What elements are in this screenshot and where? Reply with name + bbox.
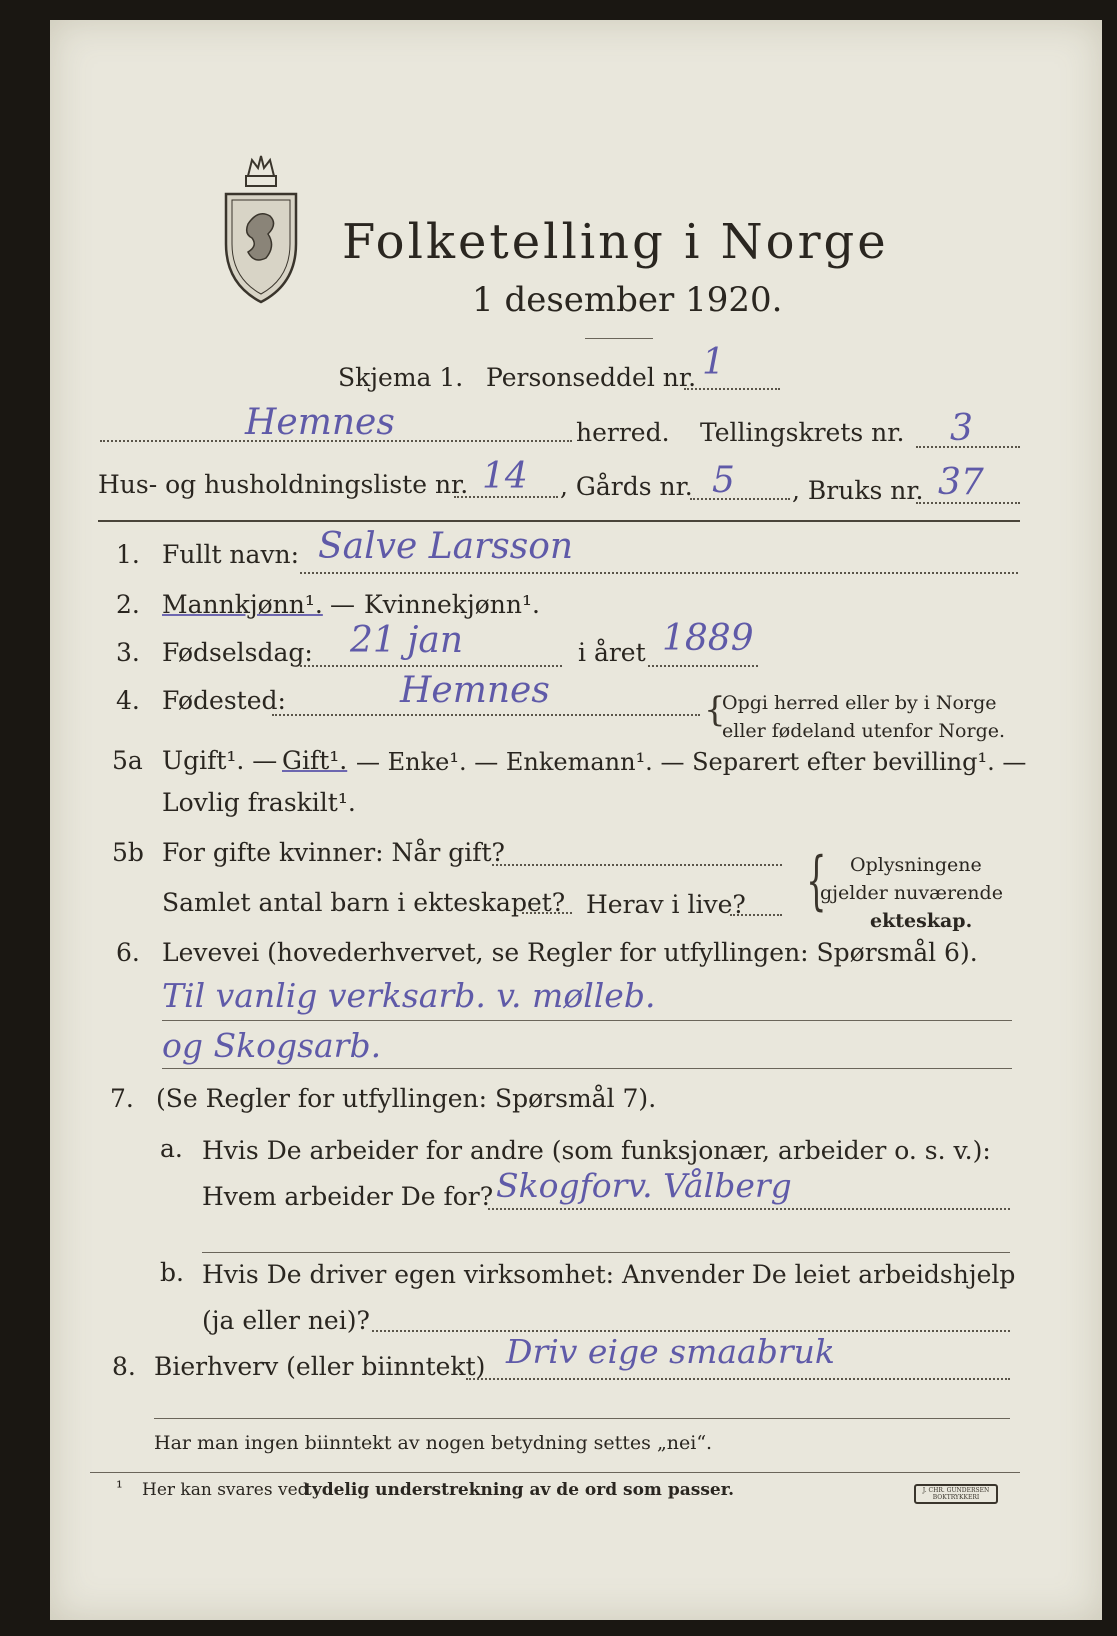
q7a-letter: a. — [160, 1134, 183, 1163]
q5b-alive-label: Herav i live? — [586, 890, 746, 919]
q5a-ugift: Ugift¹. — — [162, 746, 278, 775]
q2-number: 2. — [116, 590, 140, 619]
q3-year-value: 1889 — [662, 618, 754, 659]
bruks-value: 37 — [938, 462, 984, 503]
q3-number: 3. — [116, 638, 140, 667]
footnote-text-bold: tydelig understrekning av de ord som passer. — [304, 1480, 735, 1500]
q7a-label-line2: Hvem arbeider De for? — [202, 1182, 494, 1211]
q7a-line1 — [488, 1208, 1010, 1210]
footnote-divider — [90, 1472, 1020, 1473]
bruks-label: , Bruks nr. — [792, 476, 924, 505]
q5a-number: 5a — [112, 746, 143, 775]
q1-line — [300, 572, 1018, 574]
gards-line — [690, 498, 790, 500]
q5a-other-options: — Enke¹. — Enkemann¹. — Separert efter bevilling¹. — — [356, 748, 1027, 776]
printer-stamp: J. CHR. GUNDERSEN BOKTRYKKERI — [914, 1484, 998, 1504]
q6-value-line1: Til vanlig verksarb. v. mølleb. — [162, 976, 656, 1015]
q4-label: Fødested: — [162, 686, 286, 715]
q2-male-option: Mannkjønn¹. — [162, 590, 323, 619]
q7a-label-line1: Hvis De arbeider for andre (som funksjonær, arbeider o. s. v.): — [202, 1136, 991, 1165]
q6-value-line2: og Skogsarb. — [162, 1026, 382, 1065]
q5b-when-married-label: For gifte kvinner: Når gift? — [162, 838, 505, 867]
gards-value: 5 — [712, 460, 735, 501]
q8-value: Driv eige smaabruk — [506, 1332, 835, 1371]
q1-value: Salve Larsson — [318, 526, 574, 567]
tellingskrets-value: 3 — [950, 408, 973, 449]
form-title: Folketelling i Norge — [342, 214, 889, 270]
q6-label: Levevei (hovederhvervet, se Regler for utfyllingen: Spørsmål 6). — [162, 938, 978, 967]
q5b-when-married-line — [492, 864, 782, 866]
personseddel-value: 1 — [702, 342, 725, 383]
personseddel-label: Personseddel nr. — [486, 363, 697, 392]
personseddel-line — [684, 388, 780, 390]
q7a-value: Skogforv. Vålberg — [496, 1166, 792, 1205]
q7-number: 7. — [110, 1084, 134, 1113]
q6-line2 — [162, 1068, 1012, 1069]
q2-separator: — — [330, 590, 355, 619]
q5b-note-line3: ekteskap. — [870, 910, 973, 932]
q1-label: Fullt navn: — [162, 540, 300, 569]
q7a-line2 — [202, 1252, 1010, 1253]
hus-value: 14 — [482, 456, 528, 497]
q5b-number: 5b — [112, 838, 144, 867]
q5b-brace: { — [806, 844, 827, 918]
q8-line — [466, 1378, 1010, 1380]
q7b-label-line2: (ja eller nei)? — [202, 1306, 370, 1335]
q8-label: Bierhverv (eller biinntekt) — [154, 1352, 486, 1381]
census-date: 1 desember 1920. — [472, 280, 783, 320]
q5a-gift: Gift¹. — [282, 746, 348, 775]
gards-label: , Gårds nr. — [560, 472, 693, 501]
header-divider — [98, 520, 1020, 522]
title-divider — [585, 338, 653, 339]
q3-year-label: i året — [578, 638, 646, 667]
q7-label: (Se Regler for utfyllingen: Spørsmål 7). — [156, 1084, 657, 1113]
herred-value: Hemnes — [245, 402, 395, 443]
coat-of-arms-icon — [218, 154, 304, 304]
footnote-text-plain: Her kan svares ved — [142, 1480, 309, 1500]
q4-value: Hemnes — [400, 670, 550, 711]
q5b-note-line2: gjelder nuværende — [820, 882, 1003, 904]
q5a-line2: Lovlig fraskilt¹. — [162, 788, 356, 817]
q7b-label-line1: Hvis De driver egen virksomhet: Anvender De leiet arbeidshjelp — [202, 1260, 1016, 1289]
q5b-note-line1: Oplysningene — [850, 854, 982, 876]
q4-line — [272, 714, 700, 716]
q1-number: 1. — [116, 540, 140, 569]
q2-female-option: Kvinnekjønn¹. — [364, 590, 540, 619]
q3-year-line — [648, 665, 758, 667]
q5b-children-line — [522, 912, 572, 914]
q4-brace: { — [704, 690, 726, 730]
tellingskrets-label: Tellingskrets nr. — [700, 418, 905, 447]
schema-label: Skjema 1. — [338, 363, 464, 392]
census-form-page — [50, 20, 1102, 1620]
q4-note-line1: Opgi herred eller by i Norge — [722, 692, 997, 714]
note-nei: Har man ingen biinntekt av nogen betydning settes „nei“. — [154, 1432, 713, 1454]
hus-label: Hus- og husholdningsliste nr. — [98, 470, 469, 499]
footnote-marker: ¹ — [116, 1478, 123, 1498]
q7b-letter: b. — [160, 1258, 184, 1287]
q3-label: Fødselsdag: — [162, 638, 313, 667]
q3-line — [300, 665, 562, 667]
q4-number: 4. — [116, 686, 140, 715]
q8-line2 — [154, 1418, 1010, 1419]
q8-number: 8. — [112, 1352, 136, 1381]
q6-number: 6. — [116, 938, 140, 967]
herred-label: herred. — [576, 418, 670, 447]
q5b-children-label: Samlet antal barn i ekteskapet? — [162, 888, 566, 917]
q5b-alive-line — [730, 914, 782, 916]
q4-note-line2: eller fødeland utenfor Norge. — [722, 720, 1006, 742]
q3-value: 21 jan — [350, 620, 464, 661]
q6-line1 — [162, 1020, 1012, 1021]
